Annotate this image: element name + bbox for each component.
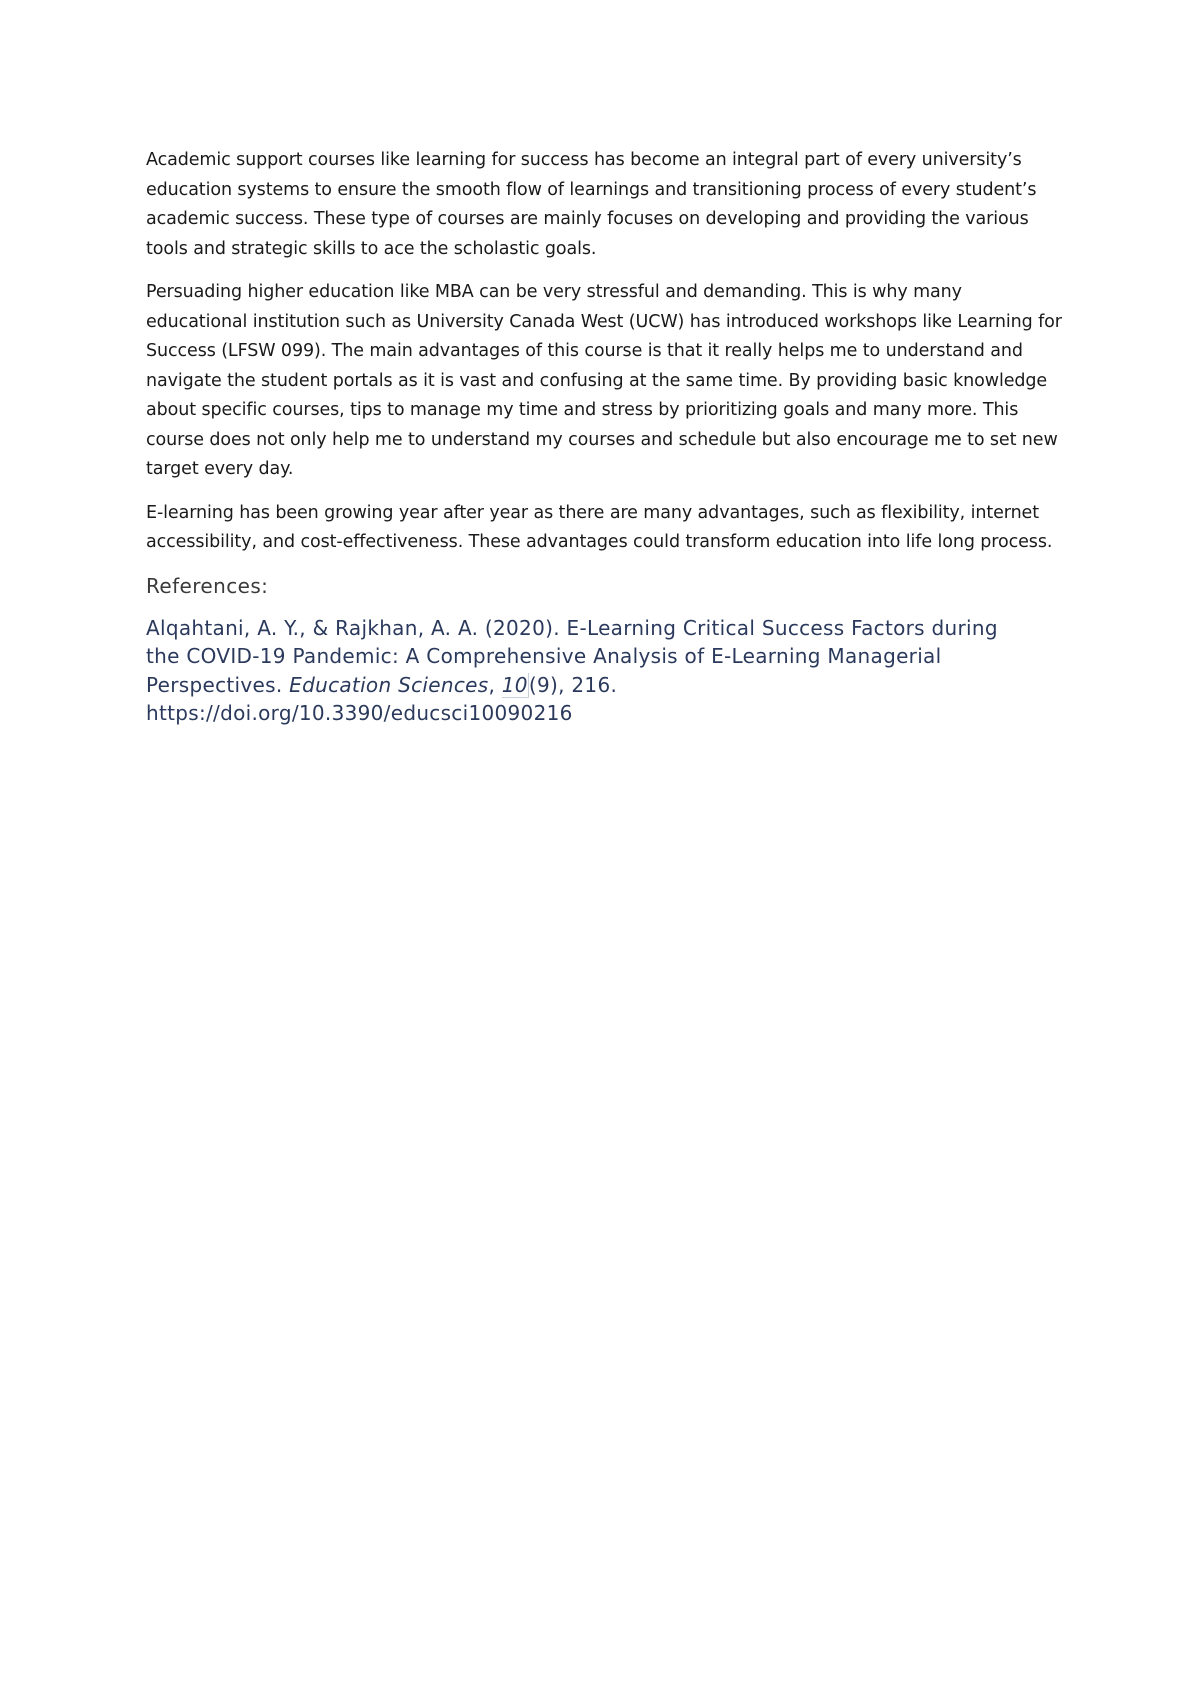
paragraph-elearning: E-learning has been growing year after year as there are many advantages, such as flexibility, internet accessibility, and cost-effectiveness. These advantages could transform education into life long process. bbox=[146, 502, 1053, 552]
document-body bbox=[146, 146, 1066, 728]
references-heading: References: bbox=[146, 573, 269, 598]
reference-volume: 10 bbox=[501, 672, 528, 697]
reference-journal: Education Sciences bbox=[289, 672, 489, 697]
reference-entry bbox=[146, 614, 1026, 728]
reference-doi-link[interactable]: https://doi.org/10.3390/educsci10090216 bbox=[146, 701, 573, 725]
paragraph-mba: Persuading higher education like MBA can be very stressful and demanding. This is why many educational institution such as University Canada West (UCW) has introduced workshops like Learning for Success (LFSW 099). The main advantages of this course is that it really helps me to understand and navigate the student portals as it is vast and confusing at the same time. By providing basic knowledge about specific courses, tips to manage my time and stress by prioritizing goals and many more. This course does not only help me to understand my courses and schedule but also encourage me to set new target every day. bbox=[146, 282, 1062, 479]
reference-authors-title: Alqahtani, A. Y., & Rajkhan, A. A. (2020). E-Learning Critical Success Factors during the COVID-19 Pandemic: A Comprehensive Analysis of E-Learning Managerial Perspectives. bbox=[146, 615, 998, 697]
reference-separator: , bbox=[488, 672, 502, 697]
reference-issue-pages: (9), 216. bbox=[528, 672, 618, 697]
paragraph-intro: Academic support courses like learning for success has become an integral part of every university’s education systems to ensure the smooth flow of learnings and transitioning process of every student’s academic success. These type of courses are mainly focuses on developing and providing the various tools and strategic skills to ace the scholastic goals. bbox=[146, 150, 1037, 259]
